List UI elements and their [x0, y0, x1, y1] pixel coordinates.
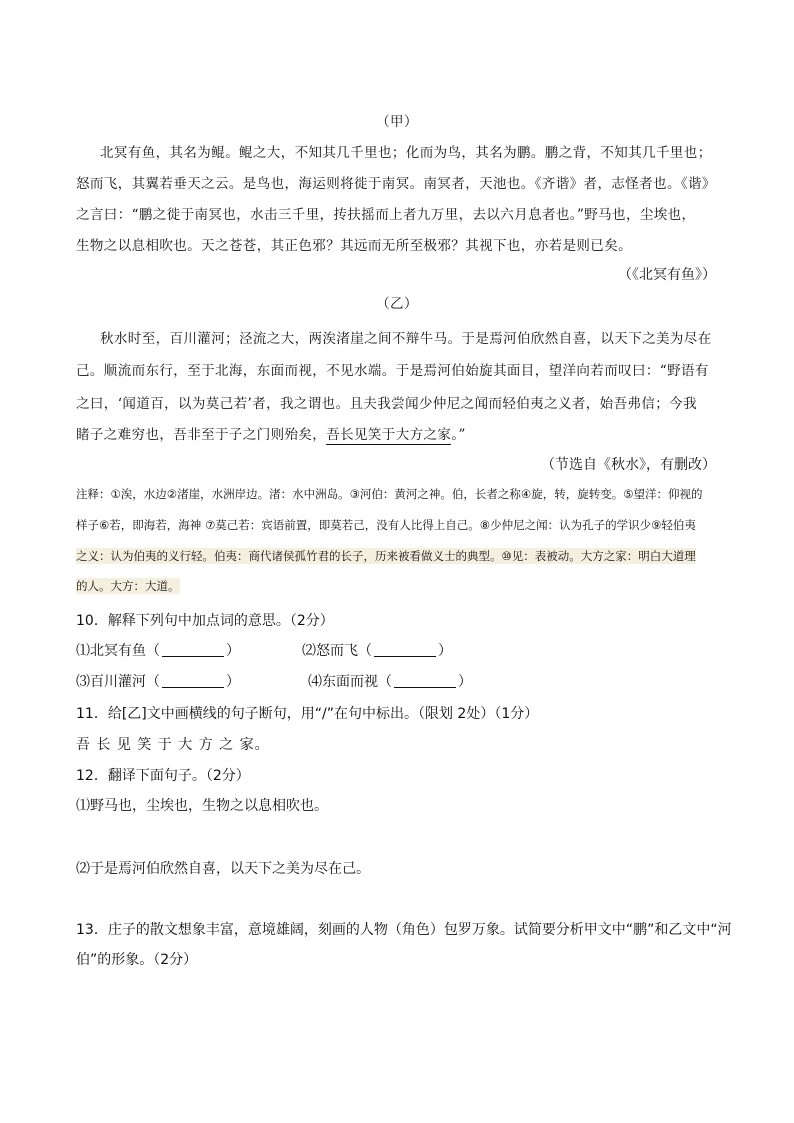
q11-sentence: 吾 长 见 笑 于 大 方 之 家。 — [76, 737, 270, 753]
q10-item-4 — [308, 671, 472, 691]
q10-item-text: 北冥有鱼（ — [90, 643, 160, 659]
q10-item-num: ⑷ — [308, 674, 322, 690]
passage-a-line: 北冥有鱼，其名为鲲。鲲之大，不知其几千里也；化而为鸟，其名为鹏。鹏之背，不知其几千里也； — [100, 145, 712, 161]
passage-a-source: （《北冥有鱼》） — [618, 267, 716, 283]
passage-a-heading: （甲） — [376, 114, 418, 130]
underlined-sentence: 吾长见笑于大方之家 — [326, 427, 452, 443]
answer-blank[interactable] — [374, 642, 436, 657]
q10-item-close: ） — [438, 643, 452, 659]
q13-line-1: 13．庄子的散文想象丰富，意境雄阔，刻画的人物（角色）包罗万象。试简要分析甲文中“鹏”和乙文中“河 — [76, 922, 732, 938]
notes-line: 的人。大方：大道。 — [76, 579, 180, 593]
passage-b-last-line — [76, 423, 466, 443]
passage-b-last-suffix: 。” — [451, 427, 466, 443]
notes-line: 之义：认为伯夷的义行轻。伯夷：商代诸侯孤竹君的长子，历来被看做义士的典型。⑩见：表被动。大方之家：明白大道理 — [76, 549, 696, 563]
answer-blank[interactable] — [162, 642, 224, 657]
q10-item-text: 百川灌河（ — [90, 674, 160, 690]
q10-item-3 — [76, 671, 240, 691]
q10-item-text: 怒而飞（ — [316, 643, 372, 659]
passage-a-line: 怒而飞，其翼若垂天之云。是鸟也，海运则将徙于南冥。南冥者，天池也。《齐谐》者，志怪者也。《谐》 — [76, 176, 716, 192]
q10-item-1 — [76, 640, 240, 660]
q10-item-num: ⑶ — [76, 674, 90, 690]
notes-line: 样子⑥若，即海若，海神 ⑦莫己若：宾语前置，即莫若己，没有人比得上自己。⑧少仲尼之闻：认为孔子的学识少⑨轻伯夷 — [76, 518, 696, 532]
passage-b-source: （节选自《秋水》，有删改） — [541, 457, 716, 473]
passage-a-line: 生物之以息相吹也。天之苍苍，其正色邪？其远而无所至极邪？其视下也，亦若是则已矣。 — [76, 238, 632, 254]
q10-item-close: ） — [226, 674, 240, 690]
notes-line: 注释：①涘，水边②渚崖，水洲岸边。渚：水中洲岛。③河伯：黄河之神。伯，长者之称④旋，转，旋转变。⑤望洋：仰视的 — [76, 487, 703, 501]
q10-prompt: 10．解释下列句中加点词的意思。（2分） — [76, 613, 334, 629]
q10-item-2 — [302, 640, 452, 660]
q13-line-2: 伯”的形象。（2分） — [76, 952, 198, 968]
answer-blank[interactable] — [394, 673, 456, 688]
passage-b-line: 之曰，‘闻道百，以为莫己若’者，我之谓也。且夫我尝闻少仲尼之闻而轻伯夷之义者，始吾弗信；今我 — [76, 396, 697, 412]
q12-item-1: ⑴野马也，尘埃也，生物之以息相吹也。 — [76, 798, 328, 814]
answer-blank[interactable] — [162, 673, 224, 688]
passage-b-line: 秋水时至，百川灌河；泾流之大，两涘渚崖之间不辩牛马。于是焉河伯欣然自喜，以天下之美为尽在 — [100, 331, 712, 347]
passage-b-last-prefix: 睹子之难穷也，吾非至于子之门则殆矣， — [76, 427, 327, 443]
q11-prompt: 11．给[乙]文中画横线的句子断句，用“/”在句中标出。（限划 2处）（1分） — [76, 706, 539, 722]
q12-item-2: ⑵于是焉河伯欣然自喜，以天下之美为尽在己。 — [76, 861, 370, 877]
passage-b-line: 己。顺流而东行，至于北海，东面而视，不见水端。于是焉河伯始旋其面目，望洋向若而叹曰：“野语有 — [76, 363, 709, 379]
q10-item-num: ⑴ — [76, 643, 90, 659]
q10-item-num: ⑵ — [302, 643, 316, 659]
passage-a-line: 之言曰：“鹏之徙于南冥也，水击三千里，抟扶摇而上者九万里，去以六月息者也。”野马也，尘埃也， — [76, 207, 696, 223]
q12-prompt: 12．翻译下面句子。（2分） — [76, 768, 250, 784]
q10-item-close: ） — [226, 643, 240, 659]
passage-b-heading: （乙） — [376, 296, 418, 312]
q10-item-close: ） — [458, 674, 472, 690]
q10-item-text: 东面而视（ — [322, 674, 392, 690]
